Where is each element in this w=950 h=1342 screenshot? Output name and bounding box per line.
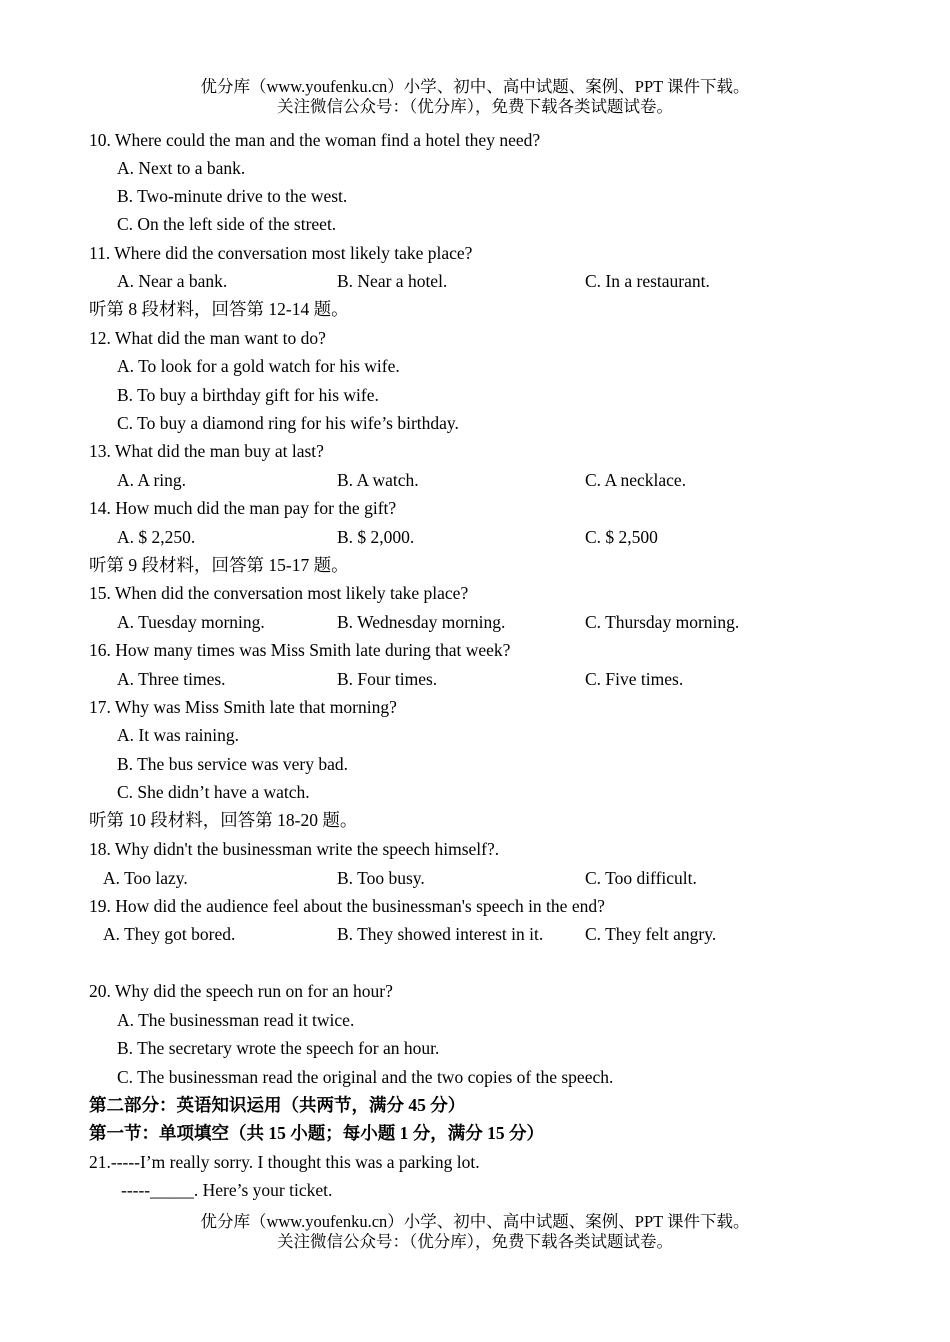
question-stem: 13. What did the man buy at last? [89, 441, 324, 461]
option-b: B. They showed interest in it. [337, 924, 544, 944]
option-b: B. Too busy. [337, 868, 425, 888]
option-a: A. Tuesday morning. [117, 612, 265, 632]
option-a: A. It was raining. [117, 725, 239, 745]
option-c: C. A necklace. [585, 470, 687, 490]
option-c: C. In a restaurant. [585, 271, 710, 291]
part-2-section-1-heading: 第一节：单项填空（共 15 小题；每小题 1 分，满分 15 分） [89, 1123, 544, 1143]
question-stem: 19. How did the audience feel about the businessman's speech in the end? [89, 896, 605, 916]
part-2-heading: 第二部分：英语知识运用（共两节，满分 45 分） [89, 1095, 466, 1115]
option-c: C. Thursday morning. [585, 612, 740, 632]
option-b: B. Near a hotel. [337, 271, 448, 291]
question-stem: 12. What did the man want to do? [89, 328, 326, 348]
question-stem: 21.-----I’m really sorry. I thought this was a parking lot. [89, 1152, 480, 1172]
footer-line-1: 优分库（www.youfenku.cn）小学、初中、高中试题、案例、PPT 课件下载。 [200, 1212, 750, 1231]
option-b: B. Two-minute drive to the west. [117, 186, 348, 206]
question-stem: 15. When did the conversation most likely take place? [89, 583, 469, 603]
option-c: C. She didn’t have a watch. [117, 782, 310, 802]
option-a: A. $ 2,250. [117, 527, 196, 547]
option-c: C. To buy a diamond ring for his wife’s birthday. [117, 413, 459, 433]
option-b: B. Four times. [337, 669, 438, 689]
question-stem: 18. Why didn't the businessman write the speech himself?. [89, 839, 500, 859]
question-blank-line: -----_____. Here’s your ticket. [121, 1180, 333, 1200]
option-c: C. Too difficult. [585, 868, 697, 888]
option-b: B. Wednesday morning. [337, 612, 506, 632]
option-a: A. To look for a gold watch for his wife. [117, 356, 400, 376]
footer-line-2: 关注微信公众号：（优分库），免费下载各类试题试卷。 [277, 1232, 673, 1251]
option-c: C. Five times. [585, 669, 684, 689]
option-a: A. A ring. [117, 470, 187, 490]
question-stem: 10. Where could the man and the woman find a hotel they need? [89, 130, 541, 150]
question-stem: 16. How many times was Miss Smith late during that week? [89, 640, 511, 660]
option-b: B. $ 2,000. [337, 527, 415, 547]
option-a: A. Too lazy. [103, 868, 188, 888]
option-c: C. They felt angry. [585, 924, 717, 944]
section-10-instruction: 听第 10 段材料，回答第 18-20 题。 [89, 810, 358, 830]
option-a: A. Three times. [117, 669, 226, 689]
question-stem: 14. How much did the man pay for the gift? [89, 498, 397, 518]
option-a: A. They got bored. [103, 924, 236, 944]
question-stem: 20. Why did the speech run on for an hour? [89, 981, 393, 1001]
option-a: A. Next to a bank. [117, 158, 246, 178]
option-a: A. Near a bank. [117, 271, 228, 291]
section-8-instruction: 听第 8 段材料，回答第 12-14 题。 [89, 299, 349, 319]
option-a: A. The businessman read it twice. [117, 1010, 355, 1030]
option-b: B. To buy a birthday gift for his wife. [117, 385, 379, 405]
option-c: C. The businessman read the original and the two copies of the speech. [117, 1067, 614, 1087]
option-c: C. $ 2,500 [585, 527, 658, 547]
option-b: B. The secretary wrote the speech for an hour. [117, 1038, 440, 1058]
section-9-instruction: 听第 9 段材料，回答第 15-17 题。 [89, 555, 349, 575]
option-c: C. On the left side of the street. [117, 214, 337, 234]
option-b: B. The bus service was very bad. [117, 754, 349, 774]
header-line-2: 关注微信公众号：（优分库），免费下载各类试题试卷。 [277, 97, 673, 116]
question-stem: 11. Where did the conversation most likely take place? [89, 243, 473, 263]
header-line-1: 优分库（www.youfenku.cn）小学、初中、高中试题、案例、PPT 课件下载。 [200, 77, 750, 96]
question-stem: 17. Why was Miss Smith late that morning? [89, 697, 397, 717]
option-b: B. A watch. [337, 470, 419, 490]
